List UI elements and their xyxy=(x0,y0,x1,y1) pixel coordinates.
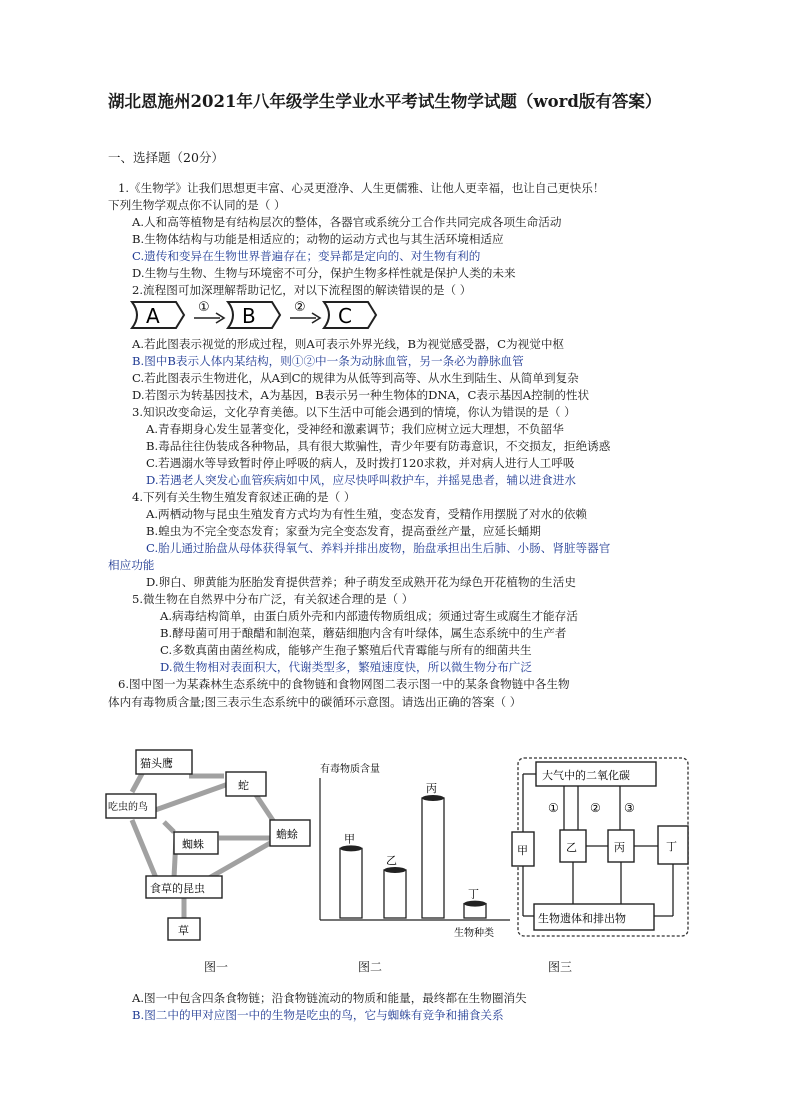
figure-2-caption: 图二 xyxy=(358,960,383,974)
text-line: 体内有毒物质含量;图三表示生态系统中的碳循环示意图。请选出正确的答案（ ） xyxy=(108,695,522,709)
chart-xlabel: 生物种类 xyxy=(454,928,494,939)
cycle-number-3: ③ xyxy=(624,801,635,815)
chart-bar-cap xyxy=(422,795,444,801)
chart-bar xyxy=(384,870,406,918)
text-line: D.生物与生物、生物与环境密不可分，保护生物多样性就是保护人类的未来 xyxy=(132,266,516,280)
text-line: A.病毒结构简单，由蛋白质外壳和内部遗传物质组成；须通过寄生或腐生才能存活 xyxy=(160,609,578,623)
figure-3-carbon-cycle xyxy=(508,752,698,942)
chart-bar-label: 丙 xyxy=(426,782,437,795)
text-line: 1.《生物学》让我们思想更丰富、心灵更澄净、人生更儒雅、让他人更幸福，也让自己更快乐！ xyxy=(118,181,605,195)
node-bing: 丙 xyxy=(614,841,625,854)
node-insect: 食草的昆虫 xyxy=(150,882,205,895)
cycle-number-2: ② xyxy=(590,801,601,815)
node-grass: 草 xyxy=(178,924,189,937)
text-line: 4.下列有关生物生殖发育叙述正确的是（ ） xyxy=(132,490,356,504)
node-ding: 丁 xyxy=(666,840,677,853)
flow-label-b: B xyxy=(242,304,256,328)
text-line: C.若遇溺水等导致暂时停止呼吸的病人，及时拨打120求救，并对病人进行人工呼吸 xyxy=(146,456,575,470)
text-line: B.图中B表示人体内某结构，则①②中一条为动脉血管，另一条必为静脉血管 xyxy=(132,354,524,368)
node-lizard: 蟾蜍 xyxy=(276,828,298,841)
text-line: B.酵母菌可用于酿醋和制泡菜，蘑菇细胞内含有叶绿体，属生态系统中的生产者 xyxy=(160,626,567,640)
flow-number-2: ② xyxy=(294,300,306,315)
text-line: 6.图中图一为某森林生态系统中的食物链和食物网图二表示图一中的某条食物链中各生物 xyxy=(118,677,570,691)
node-co2: 大气中的二氧化碳 xyxy=(542,769,630,782)
text-line: A.两栖动物与昆虫生殖发育方式均为有性生殖，变态发育，受精作用摆脱了对水的依赖 xyxy=(146,507,588,521)
text-line: B.蝗虫为不完全变态发育；家蚕为完全变态发育，提高蚕丝产量，应延长蛹期 xyxy=(146,524,541,538)
chart-bar xyxy=(422,798,444,918)
figure-1-food-web xyxy=(104,742,314,947)
node-yi: 乙 xyxy=(566,841,577,854)
text-line: D.微生物相对表面积大，代谢类型多，繁殖速度快，所以微生物分布广泛 xyxy=(160,660,532,674)
text-line: 2.流程图可加深理解帮助记忆，对以下流程图的解读错误的是（ ） xyxy=(132,283,472,297)
figure-1-caption: 图一 xyxy=(204,960,229,974)
text-line: D.卵白、卵黄能为胚胎发育提供营养；种子萌发至成熟开花为绿色开花植物的生活史 xyxy=(146,575,576,589)
chart-bar-cap xyxy=(384,867,406,873)
cycle-number-1: ① xyxy=(548,801,559,815)
text-line: 5.微生物在自然界中分布广泛，有关叙述合理的是（ ） xyxy=(132,592,414,606)
flow-diagram xyxy=(128,296,388,334)
text-line: C.遗传和变异在生物世界普遍存在；变异都是定向的、对生物有利的 xyxy=(132,249,481,263)
text-line: A.人和高等植物是有结构层次的整体，各器官或系统分工合作共同完成各项生命活动 xyxy=(132,215,562,229)
text-line: A.青春期身心发生显著变化，受神经和激素调节；我们应树立远大理想，不负韶华 xyxy=(146,422,564,436)
node-snake: 蛇 xyxy=(238,779,249,792)
chart-bar-cap xyxy=(464,901,486,907)
node-spider: 蜘蛛 xyxy=(182,838,204,851)
node-jia: 甲 xyxy=(517,844,528,857)
chart-bars xyxy=(340,782,486,918)
cycle-arrows xyxy=(523,774,673,916)
section-heading: 一、选择题（20分） xyxy=(108,150,224,165)
chart-bar-label: 丁 xyxy=(468,887,479,901)
chart-bar xyxy=(340,848,362,918)
node-remains: 生物遗体和排出物 xyxy=(538,912,626,925)
text-line: 3.知识改变命运，文化孕育美德。以下生活中可能会遇到的情境，你认为错误的是（ ） xyxy=(132,405,576,419)
chart-bar-label: 甲 xyxy=(344,832,355,846)
text-line: 相应功能 xyxy=(108,558,155,572)
node-owl: 猫头鹰 xyxy=(140,757,173,770)
text-line: D.若遇老人突发心血管疾病如中风，应尽快呼叫救护车，并摇晃患者，辅以进食进水 xyxy=(146,473,576,487)
text-line: B.图二中的甲对应图一中的生物是吃虫的鸟，它与蜘蛛有竞争和捕食关系 xyxy=(132,1008,504,1022)
chart-ylabel: 有毒物质含量 xyxy=(320,764,380,775)
text-line: C.若此图表示生物进化，从A到C的规律为从低等到高等、从水生到陆生、从简单到复杂 xyxy=(132,371,579,385)
text-line: C.胎儿通过胎盘从母体获得氧气、养料并排出废物，胎盘承担出生后肺、小肠、肾脏等器官 xyxy=(146,541,611,555)
text-line: A.若此图表示视觉的形成过程，则A可表示外界光线，B为视觉感受器，C为视觉中枢 xyxy=(132,337,565,351)
text-line: B.毒品往往伪装成各种物品，具有很大欺骗性，青少年要有防毒意识，不交损友，拒绝诱惑 xyxy=(146,439,611,453)
text-line: B.生物体结构与功能是相适应的；动物的运动方式也与其生活环境相适应 xyxy=(132,232,504,246)
text-line: C.多数真菌由菌丝构成，能够产生孢子繁殖后代青霉能与所有的细菌共生 xyxy=(160,643,532,657)
chart-bar-cap xyxy=(340,845,362,851)
text-line: D.若图示为转基因技术，A为基因，B表示另一种生物体的DNA，C表示基因A控制的性状 xyxy=(132,388,590,402)
figure-2-toxin-chart xyxy=(316,756,516,946)
text-line: 下列生物学观点你不认同的是（ ） xyxy=(108,198,286,212)
text-line: A.图一中包含四条食物链；沿食物链流动的物质和能量，最终都在生物圈消失 xyxy=(132,991,527,1005)
flow-label-a: A xyxy=(146,304,160,328)
figure-3-caption: 图三 xyxy=(548,960,573,974)
flow-label-c: C xyxy=(338,304,352,328)
chart-bar-label: 乙 xyxy=(386,854,397,867)
flow-number-1: ① xyxy=(198,300,210,315)
node-bird: 吃虫的鸟 xyxy=(108,802,148,813)
page-title: 湖北恩施州2021年八年级学生学业水平考试生物学试题（word版有答案） xyxy=(108,92,662,111)
